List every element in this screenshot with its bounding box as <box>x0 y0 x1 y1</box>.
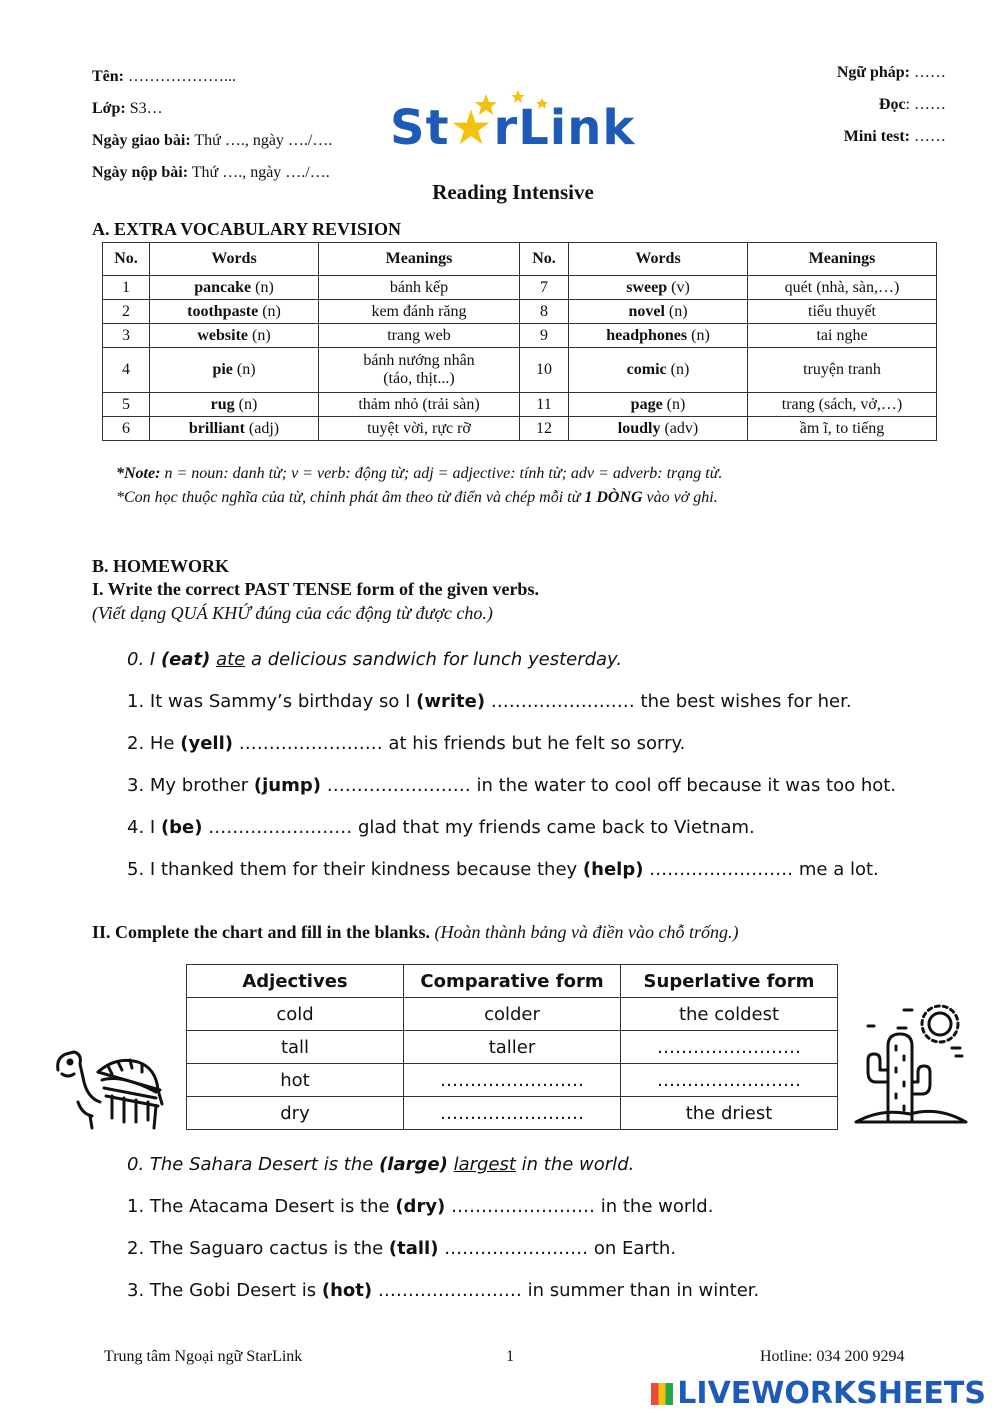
chart-header-row <box>187 965 838 998</box>
chart-cell: taller <box>404 1031 621 1064</box>
part1-question-3: 3. My brother (jump) …………………… in the water to cool off because it was too hot. <box>127 775 897 796</box>
chart-cell: the coldest <box>621 998 838 1031</box>
table-row <box>103 393 937 417</box>
cell-word: loudly (adv) <box>569 417 748 441</box>
cell-meaning: ầm ĩ, to tiếng <box>748 417 937 441</box>
part2-question-3: 3. The Gobi Desert is (hot) …………………… in summer than in winter. <box>127 1280 760 1301</box>
cell-no: 10 <box>520 348 569 393</box>
chart-blank-cell[interactable]: …………………… <box>621 1031 838 1064</box>
answer-blank[interactable]: …………………… <box>320 775 477 796</box>
name-field: Tên: ………………... <box>92 68 236 85</box>
cell-meaning: bánh nướng nhân (táo, thịt...) <box>319 348 520 393</box>
cell-meaning: quét (nhà, sàn,…) <box>748 276 937 300</box>
starlink-logo: St★rLink <box>390 100 636 156</box>
cell-meaning: tuyệt vời, rực rỡ <box>319 417 520 441</box>
cell-word: rug (n) <box>150 393 319 417</box>
chart-header-cell: Comparative form <box>404 965 621 998</box>
submit-date-field: Ngày nộp bài: Thứ …., ngày …./…. <box>92 164 330 181</box>
cell-no: 8 <box>520 300 569 324</box>
table-row <box>103 276 937 300</box>
cell-no: 11 <box>520 393 569 417</box>
cell-word: novel (n) <box>569 300 748 324</box>
cell-meaning: tiểu thuyết <box>748 300 937 324</box>
cactus-sun-icon <box>852 998 970 1126</box>
cell-word: website (n) <box>150 324 319 348</box>
page-subtitle: Reading Intensive <box>432 180 594 204</box>
cell-word: page (n) <box>569 393 748 417</box>
part1-question-2: 2. He (yell) …………………… at his friends but he felt so sorry. <box>127 733 686 754</box>
header-cell: Words <box>150 243 319 276</box>
liveworksheets-watermark: LIVEWORKSHEETS <box>651 1376 986 1411</box>
part2-question-1: 1. The Atacama Desert is the (dry) …………………… in the world. <box>127 1196 714 1217</box>
liveworksheets-logo-icon <box>651 1383 673 1405</box>
chart-cell: the driest <box>621 1097 838 1130</box>
cell-word: comic (n) <box>569 348 748 393</box>
vocabulary-table <box>102 242 937 441</box>
cell-word: toothpaste (n) <box>150 300 319 324</box>
part1-question-0: 0. I (eat) ate a delicious sandwich for lunch yesterday. <box>127 649 623 670</box>
chart-header-cell: Adjectives <box>187 965 404 998</box>
reading-score: Đọc: …… <box>878 96 946 113</box>
part2-question-2: 2. The Saguaro cactus is the (tall) …………………… on Earth. <box>127 1238 677 1259</box>
cell-word: pie (n) <box>150 348 319 393</box>
chart-blank-cell[interactable]: …………………… <box>621 1064 838 1097</box>
part1-question-1: 1. It was Sammy’s birthday so I (write) …………………… the best wishes for her. <box>127 691 852 712</box>
cell-meaning: thảm nhỏ (trải sàn) <box>319 393 520 417</box>
answer-blank[interactable]: …………………… <box>438 1238 594 1259</box>
header-cell: No. <box>520 243 569 276</box>
cell-no: 9 <box>520 324 569 348</box>
cell-word: brilliant (adj) <box>150 417 319 441</box>
cell-no: 12 <box>520 417 569 441</box>
cell-no: 1 <box>103 276 150 300</box>
cell-meaning: truyện tranh <box>748 348 937 393</box>
adjective-chart <box>186 964 838 1130</box>
chart-cell: colder <box>404 998 621 1031</box>
chart-cell: tall <box>187 1031 404 1064</box>
table-row <box>103 324 937 348</box>
cell-word: sweep (v) <box>569 276 748 300</box>
part1-question-5: 5. I thanked them for their kindness because they (help) …………………… me a lot. <box>127 859 879 880</box>
table-row <box>103 348 937 393</box>
chart-blank-cell[interactable]: …………………… <box>404 1064 621 1097</box>
answer-blank[interactable]: …………………… <box>202 817 358 838</box>
table-row <box>103 300 937 324</box>
part2-question-0: 0. The Sahara Desert is the (large) largest in the world. <box>127 1154 635 1175</box>
table-header-row <box>103 243 937 276</box>
chart-header-cell: Superlative form <box>621 965 838 998</box>
answer-blank[interactable]: …………………… <box>643 859 799 880</box>
footer-center-name: Trung tâm Ngoại ngữ StarLink <box>104 1348 303 1365</box>
part1-question-4: 4. I (be) …………………… glad that my friends came back to Vietnam. <box>127 817 755 838</box>
header-cell: No. <box>103 243 150 276</box>
footer-page-number: 1 <box>506 1348 514 1365</box>
chart-row <box>187 1031 838 1064</box>
cell-meaning: kem đánh răng <box>319 300 520 324</box>
chart-cell: hot <box>187 1064 404 1097</box>
cell-no: 5 <box>103 393 150 417</box>
footer-hotline: Hotline: 034 200 9294 <box>760 1348 905 1365</box>
cell-word: headphones (n) <box>569 324 748 348</box>
note-line-2: *Con học thuộc nghĩa của từ, chỉnh phát âm theo từ điển và chép mỗi từ 1 DÒNG vào vở ghi. <box>116 489 718 506</box>
minitest-score: Mini test: …… <box>843 128 946 145</box>
cell-no: 4 <box>103 348 150 393</box>
chart-row <box>187 998 838 1031</box>
header-cell: Meanings <box>319 243 520 276</box>
table-row <box>103 417 937 441</box>
answer-blank[interactable]: …………………… <box>232 733 389 754</box>
cell-no: 3 <box>103 324 150 348</box>
answer-blank[interactable]: …………………… <box>485 691 641 712</box>
section-b-title: B. HOMEWORK <box>92 556 230 576</box>
chart-row <box>187 1064 838 1097</box>
cell-meaning: bánh kếp <box>319 276 520 300</box>
header-cell: Meanings <box>748 243 937 276</box>
answer-blank[interactable]: …………………… <box>372 1280 528 1301</box>
class-field: Lớp: S3… <box>92 100 163 117</box>
cell-no: 2 <box>103 300 150 324</box>
chart-cell: dry <box>187 1097 404 1130</box>
answer-blank[interactable]: …………………… <box>445 1196 601 1217</box>
part2-title: II. Complete the chart and fill in the blanks. (Hoàn thành bảng và điền vào chỗ trống.) <box>92 922 739 942</box>
grammar-score: Ngữ pháp: …… <box>836 64 946 81</box>
part1-title: I. Write the correct PAST TENSE form of the given verbs. <box>92 579 539 599</box>
header-cell: Words <box>569 243 748 276</box>
cell-word: pancake (n) <box>150 276 319 300</box>
part1-subtitle: (Viết dạng QUÁ KHỨ đúng của các động từ được cho.) <box>92 603 493 623</box>
chart-cell: cold <box>187 998 404 1031</box>
section-a-title: A. EXTRA VOCABULARY REVISION <box>92 219 402 239</box>
cell-meaning: trang web <box>319 324 520 348</box>
note-line-1: *Note: n = noun: danh từ; v = verb: động từ; adj = adjective: tính từ; adv = adverb: trạng từ. <box>116 465 723 482</box>
cell-no: 7 <box>520 276 569 300</box>
camel-icon <box>52 1044 170 1130</box>
chart-blank-cell[interactable]: …………………… <box>404 1097 621 1130</box>
cell-no: 6 <box>103 417 150 441</box>
cell-meaning: trang (sách, vở,…) <box>748 393 937 417</box>
chart-row <box>187 1097 838 1130</box>
cell-meaning: tai nghe <box>748 324 937 348</box>
assign-date-field: Ngày giao bài: Thứ …., ngày …./…. <box>92 132 333 149</box>
